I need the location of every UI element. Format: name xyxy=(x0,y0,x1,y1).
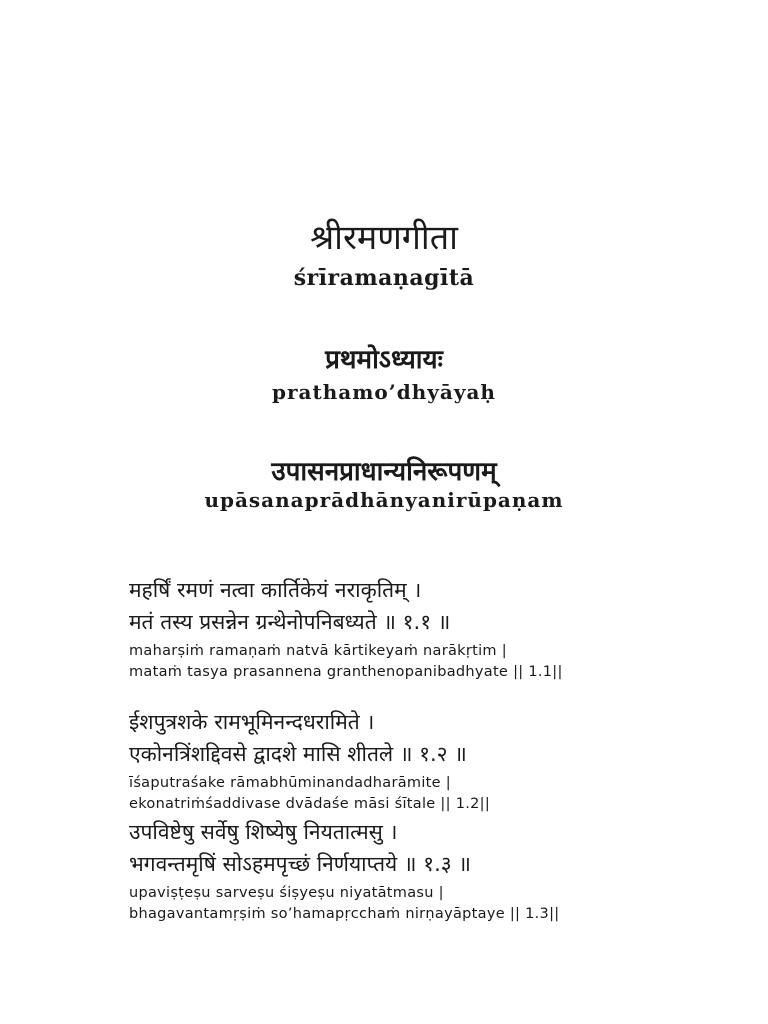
verse-transliteration-line: upaviṣṭeṣu sarveṣu śiṣyeṣu niyatātmasu | xyxy=(129,885,444,901)
verse-transliteration-line: īśaputraśake rāmabhūminandadharāmite | xyxy=(129,775,451,791)
chapter-transliteration: prathamo’dhyāyaḥ xyxy=(272,380,496,404)
verse-1-2 xyxy=(129,706,490,815)
verse-1-3 xyxy=(129,816,559,925)
section-transliteration: upāsanaprādhānyanirūpaṇam xyxy=(204,488,564,512)
verse-devanagari-line: मतं तस्य प्रसन्नेन ग्रन्थेनोपनिबध्यते ॥ १.१ ॥ xyxy=(129,610,451,634)
title-devanagari: श्रीरमणगीता xyxy=(310,218,458,258)
verse-devanagari-line: महर्षिं रमणं नत्वा कार्तिकेयं नराकृतिम् । xyxy=(129,578,422,602)
verse-devanagari-line: एकोनत्रिंशद्दिवसे द्वादशे मासि शीतले ॥ १.२ ॥ xyxy=(129,742,467,766)
chapter-devanagari: प्रथमोऽध्यायः xyxy=(325,345,443,375)
verse-transliteration-line: ekonatriṁśaddivase dvādaśe māsi śītale || 1.2|| xyxy=(129,796,491,812)
verse-transliteration-line: bhagavantamṛṣiṁ so’hamapṛcchaṁ nirṇayāptaye || 1.3|| xyxy=(129,906,560,922)
verse-transliteration-line: mataṁ tasya prasannena granthenopanibadhyate || 1.1|| xyxy=(129,664,563,680)
verse-devanagari-line: उपविष्टेषु सर्वेषु शिष्येषु नियतात्मसु । xyxy=(129,820,398,844)
section-devanagari: उपासनप्राधान्यनिरूपणम् xyxy=(271,457,497,487)
verse-devanagari-line: भगवन्तमृषिं सोऽहमपृच्छं निर्णयाप्तये ॥ १.३ ॥ xyxy=(129,852,471,876)
title-transliteration: śrīramaṇagītā xyxy=(293,265,475,291)
verse-1-1 xyxy=(129,574,563,683)
verse-devanagari-line: ईशपुत्रशके रामभूमिनन्दधरामिते । xyxy=(129,710,375,734)
verse-transliteration-line: maharṣiṁ ramaṇaṁ natvā kārtikeyaṁ narākṛtim | xyxy=(129,643,507,659)
